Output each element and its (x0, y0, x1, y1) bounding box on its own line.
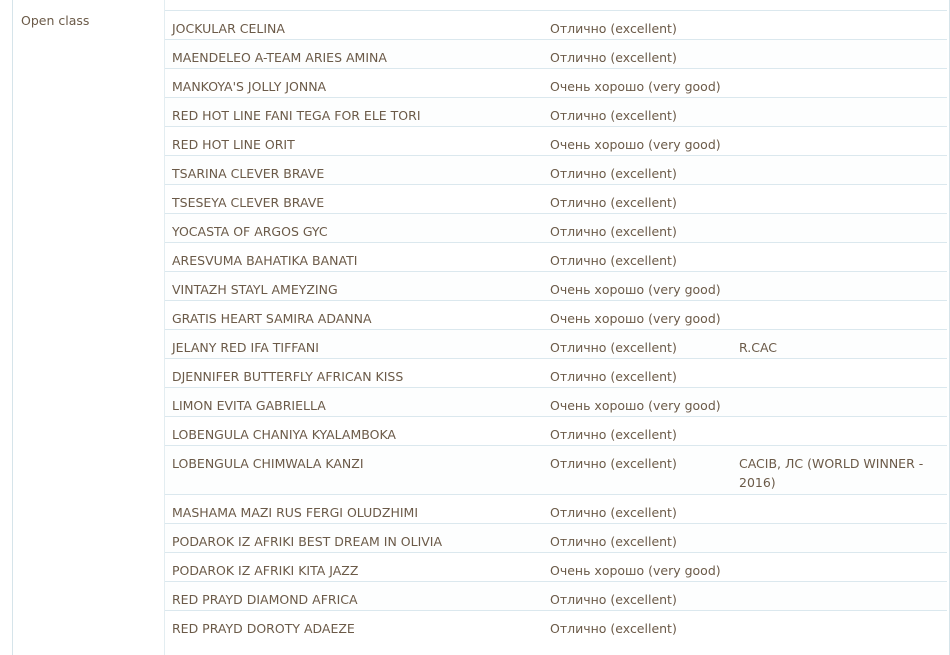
award: R.CAC (739, 340, 778, 355)
results-rows (165, 0, 947, 639)
table-row (165, 494, 947, 523)
table-row (165, 581, 947, 610)
table-row (165, 523, 947, 552)
grade: Очень хорошо (very good) (550, 79, 721, 94)
table-row (165, 213, 947, 242)
grade: Отлично (excellent) (550, 505, 677, 520)
table-row (165, 300, 947, 329)
table-row (165, 184, 947, 213)
dog-name: MAENDELEO A-TEAM ARIES AMINA (172, 50, 387, 65)
grade: Очень хорошо (very good) (550, 311, 721, 326)
grade: Отлично (excellent) (550, 195, 677, 210)
table-row (165, 126, 947, 155)
table-row (165, 445, 947, 494)
dog-name: RED HOT LINE FANI TEGA FOR ELE TORI (172, 108, 421, 123)
dog-name: MASHAMA MAZI RUS FERGI OLUDZHIMI (172, 505, 419, 520)
grade: Очень хорошо (very good) (550, 563, 721, 578)
grade: Очень хорошо (very good) (550, 137, 721, 152)
table-row (165, 97, 947, 126)
dog-name: RED PRAYD DIAMOND AFRICA (172, 592, 358, 607)
table-row (165, 610, 947, 639)
grade: Отлично (excellent) (550, 456, 677, 471)
table-row (165, 416, 947, 445)
table-row (165, 68, 947, 97)
grade: Отлично (excellent) (550, 253, 677, 268)
table-row (165, 387, 947, 416)
table-row (165, 358, 947, 387)
dog-name: ARESVUMA BAHATIKA BANATI (172, 253, 358, 268)
dog-name: PODAROK IZ AFRIKI KITA JAZZ (172, 563, 359, 578)
table-row (165, 271, 947, 300)
table-row (165, 155, 947, 184)
dog-name: JOCKULAR CELINA (172, 21, 285, 36)
award: CACIB, ЛС (WORLD WINNER - 2016) (739, 456, 924, 490)
dog-name: GRATIS HEART SAMIRA ADANNA (172, 311, 372, 326)
table-row (165, 10, 947, 39)
dog-name: TSESEYA CLEVER BRAVE (172, 195, 325, 210)
grade: Очень хорошо (very good) (550, 398, 721, 413)
dog-name: LOBENGULA CHIMWALA KANZI (172, 456, 364, 471)
class-label: Open class (21, 13, 90, 28)
dog-name: YOCASTA OF ARGOS GYC (172, 224, 328, 239)
table-row (165, 329, 947, 358)
dog-name: MANKOYA'S JOLLY JONNA (172, 79, 327, 94)
table-row (165, 552, 947, 581)
dog-name: DJENNIFER BUTTERFLY AFRICAN KISS (172, 369, 404, 384)
grade: Очень хорошо (very good) (550, 282, 721, 297)
dog-name: JELANY RED IFA TIFFANI (172, 340, 319, 355)
grade: Отлично (excellent) (550, 21, 677, 36)
grade: Отлично (excellent) (550, 427, 677, 442)
grade: Отлично (excellent) (550, 369, 677, 384)
grade: Отлично (excellent) (550, 224, 677, 239)
dog-name: RED HOT LINE ORIT (172, 137, 295, 152)
grade: Отлично (excellent) (550, 592, 677, 607)
grade: Отлично (excellent) (550, 166, 677, 181)
dog-name: TSARINA CLEVER BRAVE (172, 166, 325, 181)
dog-name: LIMON EVITA GABRIELLA (172, 398, 326, 413)
grade: Отлично (excellent) (550, 340, 677, 355)
dog-name: RED PRAYD DOROTY ADAEZE (172, 621, 355, 636)
dog-name: PODAROK IZ AFRIKI BEST DREAM IN OLIVIA (172, 534, 443, 549)
grade: Отлично (excellent) (550, 108, 677, 123)
grade: Отлично (excellent) (550, 621, 677, 636)
grade: Отлично (excellent) (550, 534, 677, 549)
grade: Отлично (excellent) (550, 50, 677, 65)
table-row (165, 39, 947, 68)
dog-name: VINTAZH STAYL AMEYZING (172, 282, 338, 297)
dog-name: LOBENGULA CHANIYA KYALAMBOKA (172, 427, 396, 442)
table-row (165, 242, 947, 271)
